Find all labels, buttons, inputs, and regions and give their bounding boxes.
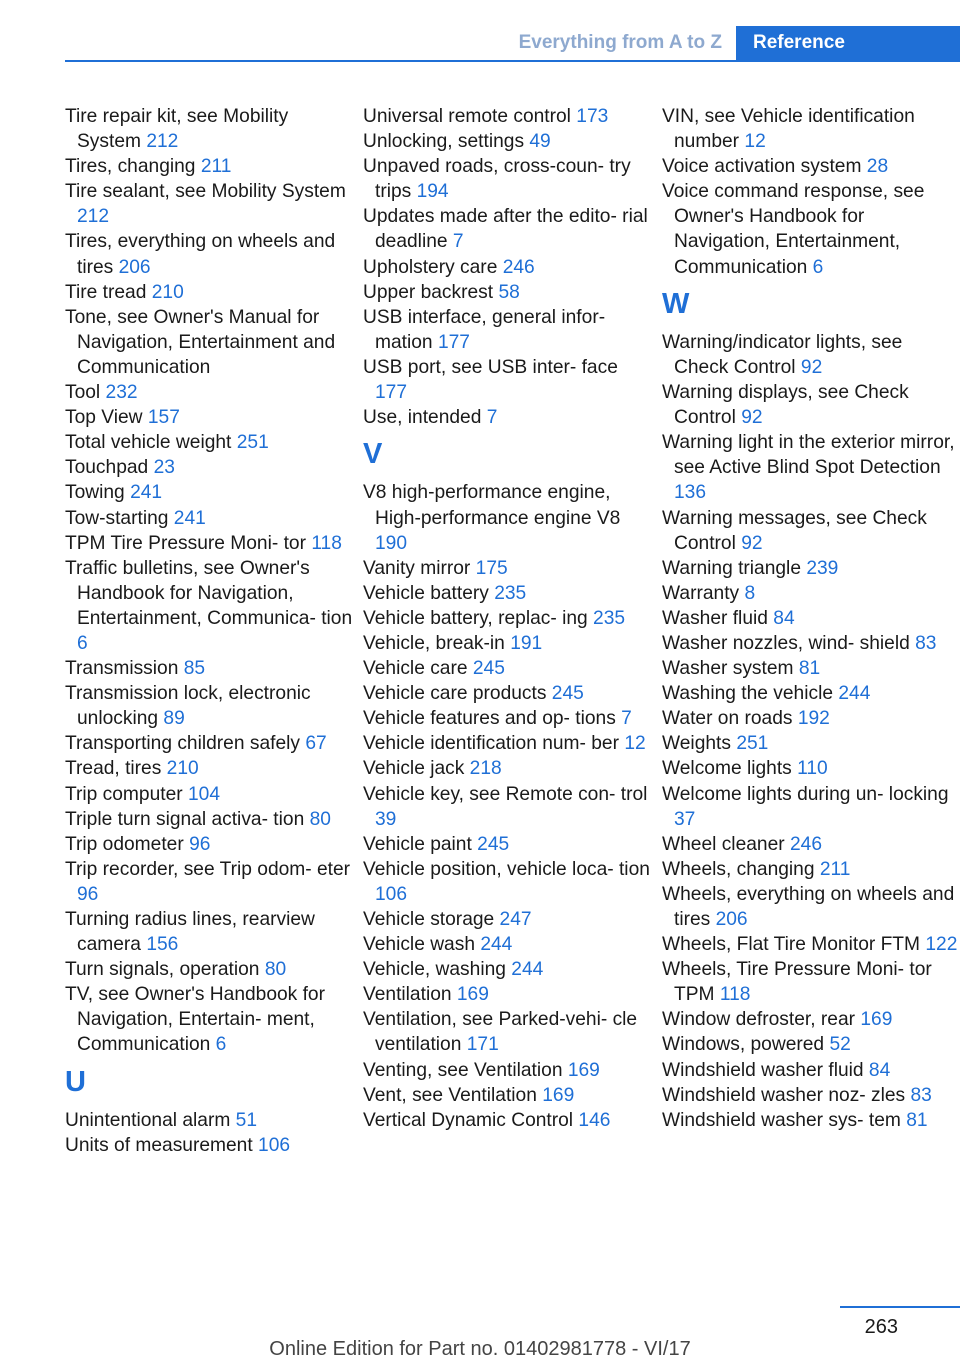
entry-term: Ventilation [363, 984, 452, 1006]
index-entry [363, 932, 655, 957]
entry-term: Vehicle paint [363, 833, 472, 855]
index-entry [65, 681, 357, 731]
index-entry [662, 706, 960, 731]
index-entry [363, 1108, 655, 1133]
entry-term: Vehicle battery, replac‑ ing [363, 607, 588, 629]
index-entry [363, 305, 655, 355]
entry-page-link[interactable]: 83 [910, 1084, 932, 1106]
entry-term: Venting, see Ventilation [363, 1059, 563, 1081]
index-entry [363, 832, 655, 857]
entry-term: Warranty [662, 582, 740, 604]
entry-term: Top View [65, 407, 143, 429]
index-entry [363, 280, 655, 305]
entry-term: Windows, powered [662, 1034, 825, 1056]
entry-page-link[interactable]: 89 [163, 708, 185, 730]
index-entry [65, 104, 357, 154]
index-entry [65, 982, 357, 1057]
entry-term: Total vehicle weight [65, 432, 232, 454]
entry-term: Welcome lights [662, 758, 792, 780]
index-entry [65, 179, 357, 229]
entry-page-link[interactable]: 84 [868, 1059, 891, 1081]
section-letter: U [65, 1065, 86, 1098]
entry-term: Unpaved roads, cross-coun‑ try trips [363, 156, 631, 203]
index-entry [363, 1058, 655, 1083]
entry-term: Ventilation, see Parked-vehi‑ cle ventilation [363, 1009, 638, 1056]
entry-page-link[interactable]: 157 [147, 407, 180, 429]
index-entry [65, 506, 357, 531]
entry-term: Touchpad [65, 457, 149, 479]
entry-page-link[interactable]: 169 [456, 984, 489, 1006]
entry-page-link[interactable]: 218 [469, 758, 502, 780]
index-entry [65, 305, 357, 380]
entry-page-link[interactable]: 81 [906, 1109, 928, 1131]
entry-term: Window defroster, rear [662, 1009, 856, 1031]
entry-page-link[interactable]: 23 [153, 457, 175, 479]
entry-term: Unlocking, settings [363, 131, 525, 153]
index-entry [363, 706, 655, 731]
index-entry [662, 882, 960, 932]
index-entry [65, 782, 357, 807]
index-entry [662, 631, 960, 656]
entry-term: Tire sealant, see Mobility System [65, 181, 346, 203]
header-tab-reference[interactable]: Reference [736, 26, 960, 60]
index-entry [363, 154, 655, 204]
entry-term: Trip computer [65, 783, 183, 805]
index-entry [363, 957, 655, 982]
entry-term: Vehicle identification num‑ ber [363, 733, 619, 755]
index-entry [662, 606, 960, 631]
entry-term: Tires, everything on wheels and tires [65, 231, 336, 278]
entry-page-link[interactable]: 83 [915, 632, 937, 654]
section-letter: W [662, 287, 690, 320]
entry-page-link[interactable]: 7 [452, 231, 464, 253]
index-entry [363, 782, 655, 832]
index-entry [65, 430, 357, 455]
entry-page-link[interactable]: 212 [146, 131, 179, 153]
entry-page-link[interactable]: 37 [674, 808, 696, 830]
entry-page-link[interactable]: 156 [146, 934, 179, 956]
entry-term: V8 high-performance engine, High-performance engine V8 [363, 482, 621, 529]
entry-term: Triple turn signal activa‑ tion [65, 808, 305, 830]
entry-page-link[interactable]: 191 [510, 632, 543, 654]
entry-page-link[interactable]: 106 [258, 1134, 291, 1156]
entry-term: Warning triangle [662, 557, 801, 579]
index-entry [363, 480, 655, 555]
index-entry [662, 1007, 960, 1032]
entry-page-link[interactable]: 118 [719, 984, 751, 1006]
index-entry [662, 1058, 960, 1083]
section-letter: V [363, 438, 383, 471]
index-entry [662, 556, 960, 581]
entry-term: Voice command response, see Owner's Handbook for Navigation, Entertainment, Communication [662, 181, 925, 278]
entry-page-link[interactable]: 192 [797, 708, 830, 730]
index-entry [65, 807, 357, 832]
entry-page-link[interactable]: 49 [529, 131, 551, 153]
entry-page-link[interactable]: 235 [494, 582, 527, 604]
entry-page-link[interactable]: 96 [77, 883, 99, 905]
index-column-3 [662, 104, 960, 1133]
entry-term: TV, see Owner's Handbook for Navigation, Entertain‑ ment, Communication [65, 984, 325, 1056]
index-entry [65, 531, 357, 556]
entry-term: Use, intended [363, 407, 482, 429]
entry-term: Washer system [662, 658, 794, 680]
index-entry [662, 957, 960, 1007]
entry-page-link[interactable]: 81 [798, 658, 821, 680]
header-rule [65, 60, 960, 62]
entry-page-link[interactable]: 212 [77, 206, 110, 228]
entry-page-link[interactable]: 169 [860, 1009, 893, 1031]
index-entry [363, 104, 655, 129]
index-entry [65, 154, 357, 179]
header-section-title: Everything from A to Z [518, 32, 722, 53]
entry-page-link[interactable]: 241 [130, 482, 163, 504]
entry-term: Vehicle care products [363, 683, 547, 705]
entry-term: Unintentional alarm [65, 1109, 231, 1131]
entry-term: Washer fluid [662, 607, 768, 629]
entry-term: Transmission [65, 658, 179, 680]
index-entry [363, 1083, 655, 1108]
entry-term: Tread, tires [65, 758, 162, 780]
entry-page-link[interactable]: 110 [797, 758, 828, 780]
index-entry [363, 606, 655, 631]
entry-page-link[interactable]: 104 [188, 783, 221, 805]
entry-page-link[interactable]: 177 [437, 331, 470, 353]
entry-term: Vent, see Ventilation [363, 1084, 537, 1106]
entry-page-link[interactable]: 12 [744, 131, 766, 153]
entry-term: Washer nozzles, wind‑ shield [662, 632, 910, 654]
entry-term: Tool [65, 382, 101, 404]
index-entry [662, 154, 960, 179]
entry-page-link[interactable]: 52 [829, 1034, 851, 1056]
entry-page-link[interactable]: 51 [235, 1109, 258, 1131]
entry-page-link[interactable]: 92 [741, 532, 763, 554]
entry-page-link[interactable]: 12 [624, 733, 646, 755]
entry-term: Turning radius lines, rearview camera [65, 909, 315, 956]
entry-page-link[interactable]: 244 [838, 683, 871, 705]
index-entry [65, 832, 357, 857]
entry-page-link[interactable]: 85 [183, 658, 206, 680]
entry-page-link[interactable]: 211 [200, 156, 232, 178]
index-entry [65, 1108, 357, 1133]
index-entry [363, 756, 655, 781]
entry-page-link[interactable]: 206 [715, 909, 748, 930]
entry-page-link[interactable]: 175 [475, 557, 508, 579]
entry-page-link[interactable]: 6 [77, 632, 88, 654]
entry-term: Vertical Dynamic Control [363, 1109, 574, 1131]
index-entry [662, 756, 960, 781]
index-entry [662, 857, 960, 882]
index-entry [363, 255, 655, 280]
entry-term: Weights [662, 733, 731, 755]
entry-page-link[interactable]: 244 [480, 934, 513, 956]
index-entry [65, 957, 357, 982]
entry-term: USB interface, general infor‑ mation [363, 306, 606, 353]
entry-page-link[interactable]: 92 [741, 407, 763, 429]
entry-page-link[interactable]: 6 [812, 256, 824, 278]
index-entry [65, 229, 357, 279]
entry-page-link[interactable]: 245 [472, 658, 505, 680]
entry-term: Tone, see Owner's Manual for Navigation, Entertainment and Communication [65, 306, 336, 378]
index-entry [363, 907, 655, 932]
entry-page-link[interactable]: 122 [925, 934, 958, 956]
index-entry [363, 355, 655, 405]
index-entry [363, 631, 655, 656]
entry-term: Vehicle battery [363, 582, 489, 604]
entry-term: Water on roads [662, 708, 793, 730]
entry-term: Transporting children safely [65, 733, 300, 755]
index-entry [363, 581, 655, 606]
entry-term: Vehicle jack [363, 758, 465, 780]
entry-page-link[interactable]: 241 [173, 507, 206, 529]
entry-term: Trip odometer [65, 833, 184, 855]
entry-term: VIN, see Vehicle identification number [662, 106, 915, 153]
entry-term: Upper backrest [363, 281, 494, 303]
entry-page-link[interactable]: 173 [576, 106, 609, 127]
index-entry [662, 430, 960, 505]
entry-page-link[interactable]: 118 [311, 532, 342, 554]
entry-page-link[interactable]: 136 [674, 482, 707, 504]
entry-page-link[interactable]: 146 [578, 1109, 611, 1131]
entry-term: Vehicle storage [363, 909, 495, 930]
entry-page-link[interactable]: 239 [806, 557, 839, 579]
page-number: 263 [864, 1316, 898, 1338]
index-entry [65, 405, 357, 430]
entry-term: Transmission lock, electronic unlocking [65, 683, 311, 730]
index-entry [662, 104, 960, 154]
entry-term: Windshield washer noz‑ zles [662, 1084, 906, 1106]
entry-term: Units of measurement [65, 1134, 253, 1156]
entry-term: Warning/indicator lights, see Check Control [662, 331, 903, 378]
entry-page-link[interactable]: 80 [309, 808, 331, 830]
index-entry [65, 280, 357, 305]
entry-term: Voice activation system [662, 156, 862, 178]
entry-term: Turn signals, operation [65, 959, 260, 981]
entry-term: Universal remote control [363, 106, 571, 127]
entry-page-link[interactable]: 245 [477, 833, 510, 855]
entry-term: Windshield washer sys‑ tem [662, 1109, 901, 1131]
index-entry [662, 932, 960, 957]
entry-term: Warning light in the exterior mirror, see Active Blind Spot Detection [662, 432, 955, 479]
entry-page-link[interactable]: 8 [744, 582, 756, 604]
index-entry [662, 330, 960, 380]
entry-term: Welcome lights during un‑ locking [662, 783, 949, 805]
entry-term: Vehicle position, vehicle loca‑ tion [363, 858, 650, 880]
footer-rule [840, 1306, 960, 1308]
index-entry [65, 380, 357, 405]
entry-term: Vehicle care [363, 658, 468, 680]
entry-page-link[interactable]: 6 [215, 1034, 227, 1056]
index-entry [65, 731, 357, 756]
entry-term: Washing the vehicle [662, 683, 834, 705]
entry-page-link[interactable]: 190 [375, 532, 408, 554]
entry-term: Vehicle key, see Remote con‑ trol [363, 783, 648, 805]
entry-page-link[interactable]: 211 [819, 858, 851, 880]
entry-term: Vehicle features and op‑ tions [363, 708, 616, 730]
index-entry [662, 731, 960, 756]
entry-page-link[interactable]: 194 [416, 181, 449, 203]
entry-term: Upholstery care [363, 256, 498, 278]
entry-term: Updates made after the edito‑ rial deadline [363, 206, 648, 253]
entry-page-link[interactable]: 171 [466, 1034, 499, 1056]
index-entry [363, 681, 655, 706]
index-entry [363, 857, 655, 907]
index-entry [65, 907, 357, 957]
entry-term: Traffic bulletins, see Owner's Handbook for Navigation, Entertainment, Communica‑ tion [65, 557, 353, 629]
entry-page-link[interactable]: 235 [593, 607, 626, 629]
entry-page-link[interactable]: 28 [866, 156, 889, 178]
entry-page-link[interactable]: 169 [542, 1084, 575, 1106]
entry-term: Tow-starting [65, 507, 169, 529]
index-entry [662, 1108, 960, 1133]
index-entry [65, 857, 357, 907]
entry-page-link[interactable]: 246 [502, 256, 535, 278]
index-entry [662, 1083, 960, 1108]
index-entry [65, 756, 357, 781]
entry-page-link[interactable]: 251 [736, 733, 769, 755]
index-entry [363, 656, 655, 681]
entry-page-link[interactable]: 39 [375, 808, 397, 830]
entry-page-link[interactable]: 106 [375, 883, 408, 905]
entry-page-link[interactable]: 177 [375, 382, 408, 404]
entry-page-link[interactable]: 232 [105, 382, 138, 404]
index-column-1 [65, 104, 357, 1158]
entry-term: Vehicle wash [363, 934, 475, 956]
index-entry [65, 556, 357, 656]
entry-term: USB port, see USB inter‑ face [363, 356, 618, 378]
index-entry [363, 731, 655, 756]
entry-term: TPM Tire Pressure Moni‑ tor [65, 532, 306, 554]
entry-page-link[interactable]: 251 [236, 432, 269, 454]
entry-page-link[interactable]: 7 [486, 407, 498, 429]
entry-page-link[interactable]: 245 [551, 683, 584, 705]
index-entry [65, 455, 357, 480]
entry-term: Tires, changing [65, 156, 196, 178]
entry-term: Wheels, changing [662, 858, 815, 880]
entry-term: Tire repair kit, see Mobility System [65, 106, 289, 153]
index-entry [65, 480, 357, 505]
entry-page-link[interactable]: 92 [800, 356, 823, 378]
index-entry [363, 556, 655, 581]
entry-term: Trip recorder, see Trip odom‑ eter [65, 858, 351, 880]
entry-page-link[interactable]: 169 [567, 1059, 600, 1081]
entry-page-link[interactable]: 210 [151, 281, 184, 303]
entry-page-link[interactable]: 247 [499, 909, 532, 930]
entry-term: Wheels, Flat Tire Monitor FTM [662, 934, 921, 956]
entry-term: Vehicle, break-in [363, 632, 505, 654]
index-entry [662, 179, 960, 279]
entry-term: Tire tread [65, 281, 147, 303]
index-entry [363, 129, 655, 154]
entry-term: Towing [65, 482, 125, 504]
index-entry [363, 204, 655, 254]
entry-page-link[interactable]: 84 [773, 607, 795, 629]
index-entry [363, 1007, 655, 1057]
entry-term: Warning displays, see Check Control [662, 382, 909, 429]
index-entry [363, 982, 655, 1007]
entry-term: Windshield washer fluid [662, 1059, 864, 1081]
index-entry [662, 681, 960, 706]
index-entry [662, 1032, 960, 1057]
index-entry [363, 405, 655, 430]
entry-page-link[interactable]: 58 [498, 281, 520, 303]
entry-term: Wheels, everything on wheels and tires [662, 883, 955, 930]
entry-term: Warning messages, see Check Control [662, 507, 927, 554]
entry-page-link[interactable]: 96 [189, 833, 211, 855]
entry-page-link[interactable]: 206 [118, 256, 151, 278]
index-entry [662, 380, 960, 430]
entry-page-link[interactable]: 210 [166, 758, 199, 780]
entry-term: Wheel cleaner [662, 833, 785, 855]
index-column-2 [363, 104, 655, 1133]
entry-term: Vehicle, washing [363, 959, 506, 981]
index-entry [65, 1133, 357, 1158]
index-entry [662, 782, 960, 832]
entry-page-link[interactable]: 80 [264, 959, 287, 981]
edition-footer: Online Edition for Part no. 01402981778 - VI/17 [269, 1338, 691, 1360]
entry-page-link[interactable]: 7 [621, 708, 632, 730]
index-entry [662, 832, 960, 857]
index-entry [662, 581, 960, 606]
entry-page-link[interactable]: 246 [790, 833, 823, 855]
index-entry [662, 656, 960, 681]
entry-term: Wheels, Tire Pressure Moni‑ tor TPM [662, 959, 932, 1006]
index-entry [662, 506, 960, 556]
entry-page-link[interactable]: 67 [305, 733, 327, 755]
index-entry [65, 656, 357, 681]
entry-term: Vanity mirror [363, 557, 471, 579]
entry-page-link[interactable]: 244 [511, 959, 544, 981]
